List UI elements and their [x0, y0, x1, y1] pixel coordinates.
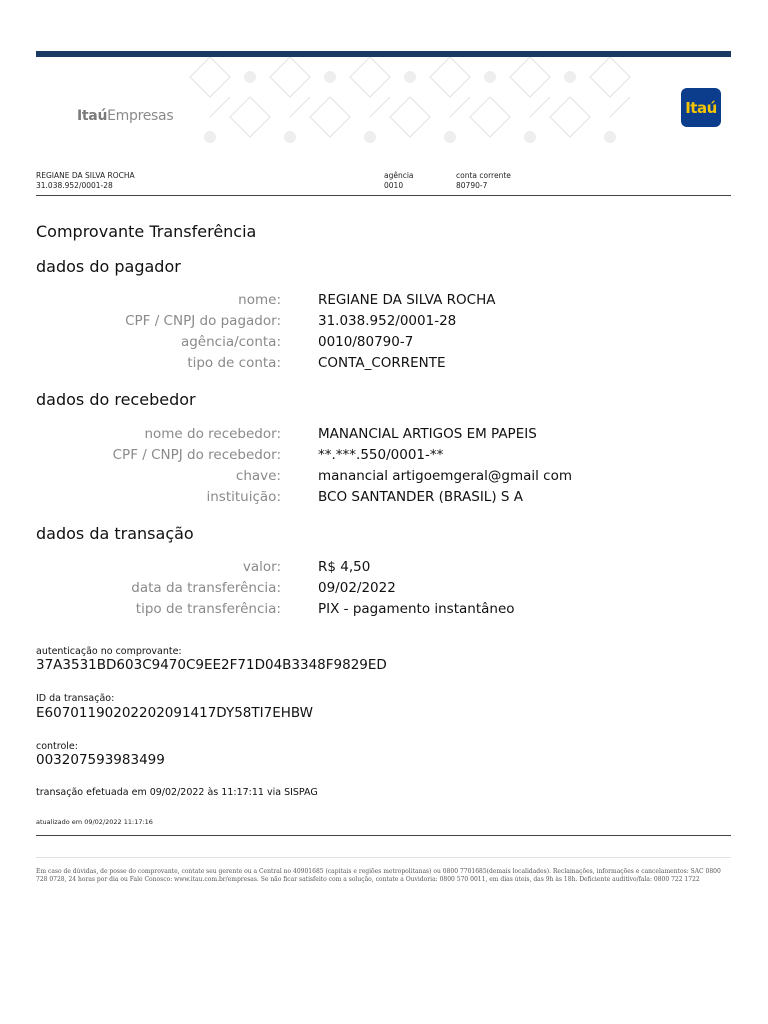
row-label: CPF / CNPJ do pagador: — [125, 313, 281, 329]
row-value: **.***.550/0001-** — [318, 447, 444, 463]
id-transacao-value: E60701190202202091417DY58TI7EHBW — [36, 705, 314, 721]
row-label: valor: — [242, 559, 281, 575]
footer-divider — [36, 835, 731, 836]
brand-bold: Itaú — [77, 108, 108, 124]
conta-label: conta corrente — [456, 171, 511, 180]
logo-text: Itaú — [685, 98, 717, 117]
row-value: 31.038.952/0001-28 — [318, 313, 457, 329]
row-label: CPF / CNPJ do recebedor: — [112, 447, 281, 463]
row-value: MANANCIAL ARTIGOS EM PAPEIS — [318, 426, 537, 442]
transacao-efetuada: transação efetuada em 09/02/2022 às 11:17:11 via SISPAG — [36, 787, 318, 798]
agencia-value: 0010 — [384, 181, 404, 190]
row-value: CONTA_CORRENTE — [318, 355, 446, 371]
row-value: 0010/80790-7 — [318, 334, 414, 350]
row-value: R$ 4,50 — [318, 559, 371, 575]
id-transacao-label: ID da transação: — [36, 693, 115, 704]
brand-name — [77, 108, 173, 124]
recebedor-row — [36, 426, 731, 446]
transacao-row — [36, 580, 731, 600]
row-label: nome: — [238, 292, 281, 308]
autenticacao-label: autenticação no comprovante: — [36, 646, 182, 657]
footer-disclaimer: Em caso de dúvidas, de posse do comprovante, contate seu gerente ou a Central no 40901685 (capitais e regiões metropolitanas) ou 0800 7701685(demais localidades). Reclamações, informações e cancelamentos: SAC 0800 728 0728, 24 horas por dia ou Fale Conosco: www.itau.com.br/empresas. Se não ficar satisfeito com a solução, contate a Ouvidoria: 0800 570 0011, em dias úteis, das 9h às 18h. Deficiente auditivo/fala: 0800 722 1722 — [36, 868, 721, 883]
document-title: Comprovante Transferência — [36, 222, 257, 241]
transacao-row — [36, 601, 731, 621]
row-value: BCO SANTANDER (BRASIL) S A — [318, 489, 523, 505]
recebedor-row — [36, 489, 731, 509]
row-label: tipo de transferência: — [135, 601, 281, 617]
pagador-heading: dados do pagador — [36, 257, 181, 276]
pagador-row — [36, 355, 731, 375]
transacao-row — [36, 559, 731, 579]
row-label: data da transferência: — [131, 580, 281, 596]
brand-light: Empresas — [107, 108, 174, 124]
row-label: instituição: — [206, 489, 281, 505]
footer-divider-light — [36, 857, 731, 858]
row-value: 09/02/2022 — [318, 580, 396, 596]
itau-logo — [681, 88, 721, 127]
row-value: REGIANE DA SILVA ROCHA — [318, 292, 496, 308]
autenticacao-value: 37A3531BD603C9470C9EE2F71D04B3348F9829ED — [36, 657, 387, 673]
account-document: 31.038.952/0001-28 — [36, 181, 113, 190]
transacao-heading: dados da transação — [36, 524, 194, 543]
row-label: chave: — [235, 468, 281, 484]
controle-label: controle: — [36, 741, 78, 752]
conta-value: 80790-7 — [456, 181, 488, 190]
header-divider — [36, 195, 731, 196]
controle-value: 003207593983499 — [36, 752, 165, 768]
pagador-row — [36, 334, 731, 354]
recebedor-row — [36, 468, 731, 488]
header-pattern — [180, 57, 650, 152]
account-name: REGIANE DA SILVA ROCHA — [36, 171, 135, 180]
row-value: PIX - pagamento instantâneo — [318, 601, 515, 617]
row-label: agência/conta: — [180, 334, 281, 350]
row-label: nome do recebedor: — [144, 426, 281, 442]
pagador-row — [36, 292, 731, 312]
row-value: manancial artigoemgeral@gmail com — [318, 468, 573, 484]
row-label: tipo de conta: — [187, 355, 281, 371]
pagador-row — [36, 313, 731, 333]
agencia-label: agência — [384, 171, 414, 180]
recebedor-row — [36, 447, 731, 467]
atualizado-em: atualizado em 09/02/2022 11:17:16 — [36, 818, 153, 826]
recebedor-heading: dados do recebedor — [36, 390, 196, 409]
